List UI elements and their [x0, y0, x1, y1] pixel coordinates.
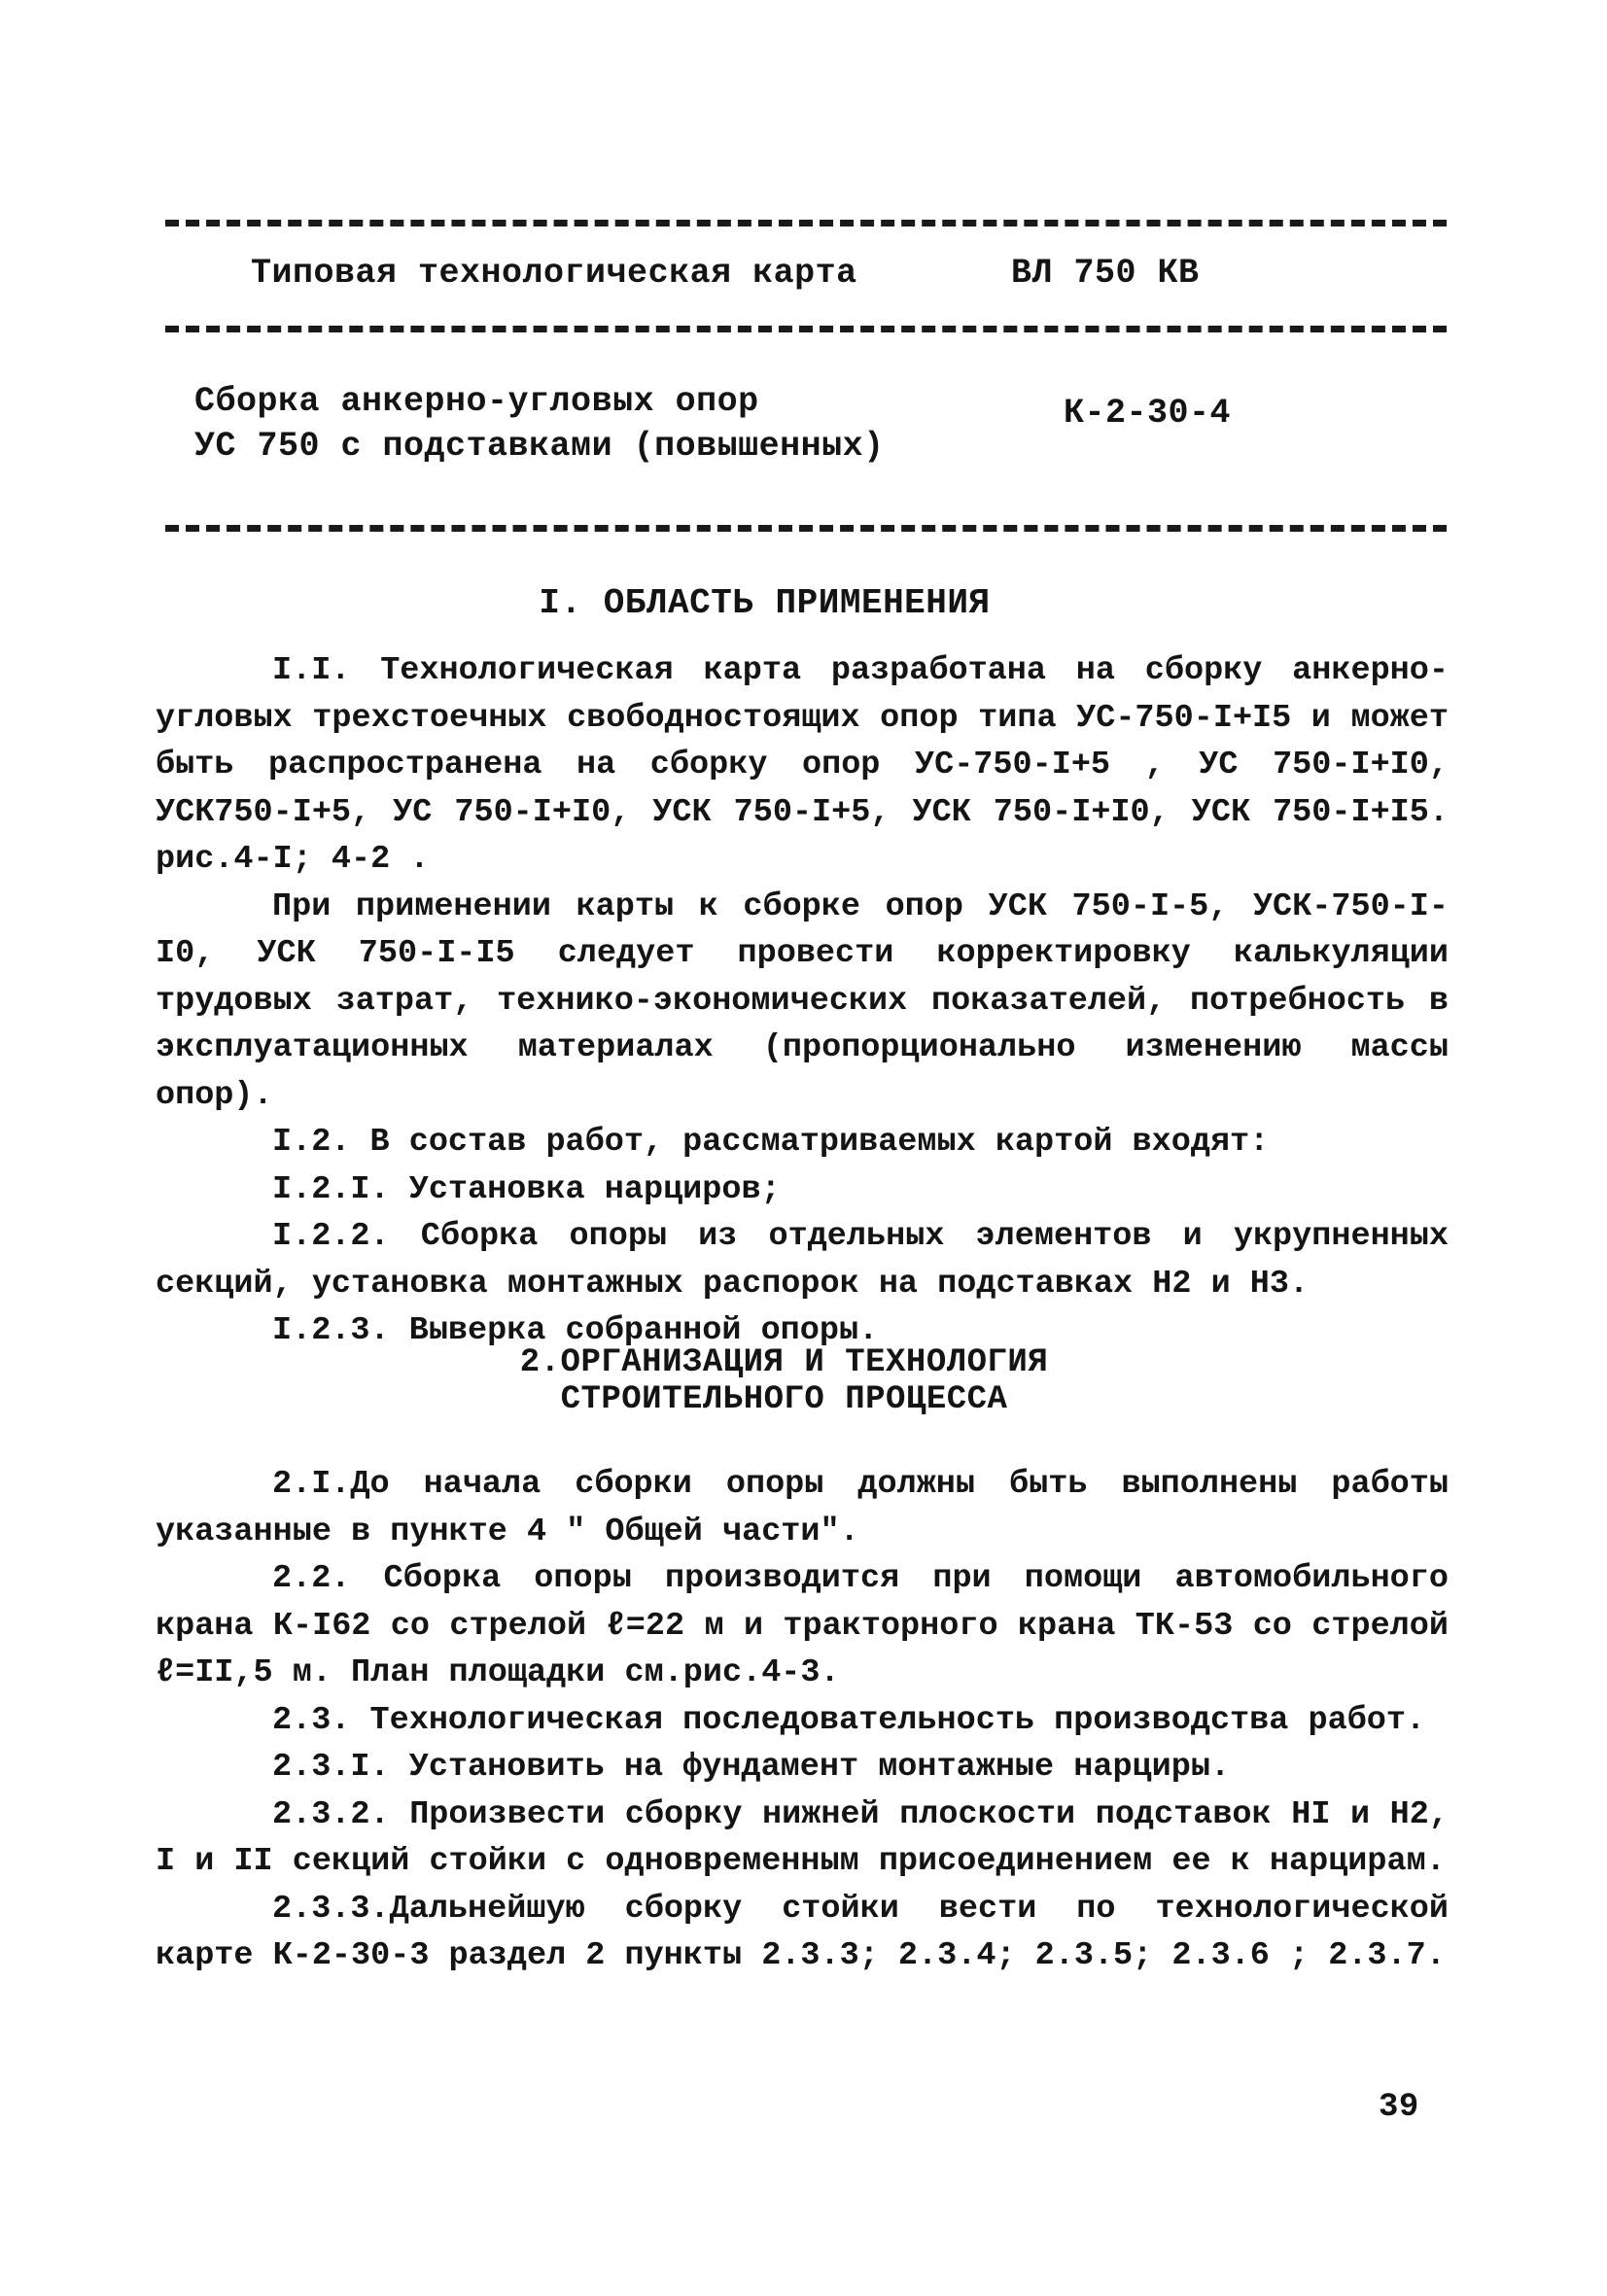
section2-heading-line1: 2.ОРГАНИЗАЦИЯ И ТЕХНОЛОГИЯ	[519, 1344, 1049, 1381]
document-title-line2: УС 750 с подставками (повышенных)	[194, 427, 885, 466]
paragraph: 2.I.До начала сборки опоры должны быть выполнены работы указанные в пункте 4 " Общей части".	[156, 1466, 1449, 1550]
dashed-rule-bottom	[165, 525, 1447, 532]
paragraph: I.2. В состав работ, рассматриваемых картой входят:	[272, 1124, 1270, 1161]
page-number: 39	[1379, 2089, 1419, 2126]
section2-heading	[0, 1344, 1607, 1418]
paragraph: 2.3.2. Произвести сборку нижней плоскости подставок НI и Н2, I и II секций стойки с одновременным присоединением ее к нарцирам.	[156, 1795, 1449, 1880]
paragraph: I.2.3. Выверка собранной опоры.	[272, 1312, 879, 1349]
series-label: ВЛ 750 КВ	[1011, 254, 1200, 293]
paragraph: При применении карты к сборке опор УСК 750-I-5, УСК-750-I-I0, УСК 750-I-I5 следует провести корректировку калькуляции трудовых затрат, технико-экономических показателей, потребность в эксплуатационных материалах (пропорционально изменению массы опор).	[156, 887, 1449, 1114]
paragraph: 2.3. Технологическая последовательность производства работ.	[272, 1701, 1426, 1739]
paragraph: 2.3.3.Дальнейшую сборку стойки вести по технологической карте К-2-30-3 раздел 2 пункты 2.3.3; 2.3.4; 2.3.5; 2.3.6 ; 2.3.7.	[156, 1890, 1449, 1974]
document-code: К-2-30-4	[1064, 394, 1232, 433]
dashed-rule-top	[165, 220, 1447, 226]
paragraph: 2.2. Сборка опоры производится при помощи автомобильного крана К-I62 со стрелой ℓ=22 м и тракторного крана ТК-53 со стрелой ℓ=II,5 м. План площадки см.рис.4-3.	[156, 1560, 1449, 1691]
section2-body	[156, 1461, 1449, 1980]
section2-heading-line2: СТРОИТЕЛЬНОГО ПРОЦЕССА	[560, 1381, 1008, 1418]
paragraph: I.I. Технологическая карта разработана на сборку анкерно-угловых трехстоечных свободностоящих опор типа УС-750-I+I5 и может быть распространена на сборку опор УС-750-I+5 , УС 750-I+I0, УСК750-I+5, УС 750-I+I0, УСК 750-I+5, УСК 750-I+I0, УСК 750-I+I5. рис.4-I; 4-2 .	[156, 652, 1449, 878]
dashed-rule-middle	[165, 326, 1447, 332]
paragraph: I.2.I. Установка нарциров;	[272, 1170, 781, 1208]
document-title-line1: Сборка анкерно-угловых опор	[194, 382, 759, 421]
doc-type-label: Типовая технологическая карта	[251, 254, 857, 293]
paragraph: 2.3.I. Установить на фундамент монтажные нарциры.	[272, 1749, 1231, 1786]
section1-heading: I. ОБЛАСТЬ ПРИМЕНЕНИЯ	[539, 583, 991, 623]
section1-body	[156, 647, 1449, 1355]
paragraph: I.2.2. Сборка опоры из отдельных элементов и укрупненных секций, установка монтажных распорок на подставках Н2 и Н3.	[156, 1218, 1449, 1303]
